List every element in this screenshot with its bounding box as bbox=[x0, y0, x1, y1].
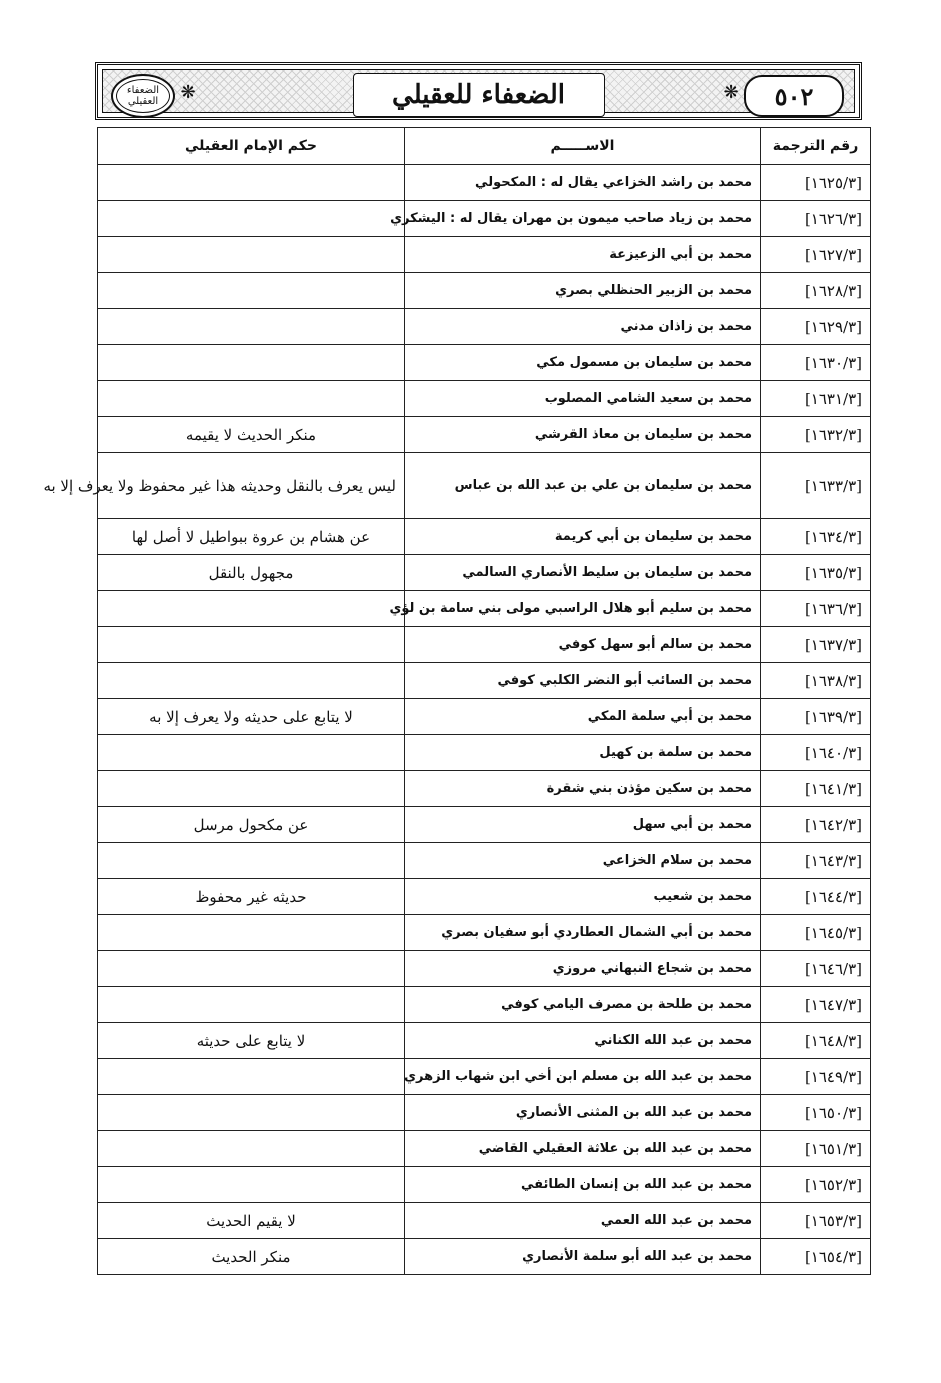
entry-number: [١٦٣٥/٣] bbox=[761, 555, 871, 591]
entry-number: [١٦٣٠/٣] bbox=[761, 345, 871, 381]
verdict: عن هشام بن عروة ببواطيل لا أصل لها bbox=[98, 519, 405, 555]
table-row bbox=[98, 381, 871, 417]
narrator-name: محمد بن عبد الله بن علاثة العقيلي القاضي bbox=[405, 1131, 761, 1167]
table-row bbox=[98, 1167, 871, 1203]
verdict bbox=[98, 951, 405, 987]
narrator-name: محمد بن سليمان بن سليط الأنصاري السالمي bbox=[405, 555, 761, 591]
table-row bbox=[98, 627, 871, 663]
verdict: لا يتابع على حديثه bbox=[98, 1023, 405, 1059]
table-row bbox=[98, 309, 871, 345]
entry-number: [١٦٤٨/٣] bbox=[761, 1023, 871, 1059]
verdict bbox=[98, 381, 405, 417]
flourish-icon: ❋ bbox=[723, 82, 739, 103]
seal-ring bbox=[116, 79, 170, 113]
table-row bbox=[98, 165, 871, 201]
entry-number: [١٦٣٢/٣] bbox=[761, 417, 871, 453]
seal-text: الضعفاء العقيلي bbox=[126, 85, 160, 107]
entry-number: [١٦٢٨/٣] bbox=[761, 273, 871, 309]
verdict bbox=[98, 663, 405, 699]
verdict: لا يقيم الحديث bbox=[98, 1203, 405, 1239]
narrator-name: محمد بن سالم أبو سهل كوفي bbox=[405, 627, 761, 663]
narrator-name: محمد بن سليمان بن مسمول مكي bbox=[405, 345, 761, 381]
table-row bbox=[98, 519, 871, 555]
table-row bbox=[98, 735, 871, 771]
table-row bbox=[98, 453, 871, 519]
page-header bbox=[95, 62, 862, 120]
header-ornamental-band bbox=[102, 69, 855, 113]
verdict bbox=[98, 591, 405, 627]
narrator-name: محمد بن سعيد الشامي المصلوب bbox=[405, 381, 761, 417]
verdict bbox=[98, 237, 405, 273]
narrator-name: محمد بن عبد الله أبو سلمة الأنصاري bbox=[405, 1239, 761, 1275]
narrator-name: محمد بن عبد الله العمي bbox=[405, 1203, 761, 1239]
entry-number: [١٦٤١/٣] bbox=[761, 771, 871, 807]
table-row bbox=[98, 1203, 871, 1239]
verdict bbox=[98, 771, 405, 807]
table-row bbox=[98, 273, 871, 309]
table-header-row bbox=[98, 128, 871, 165]
verdict bbox=[98, 735, 405, 771]
table-body bbox=[43, 165, 871, 1275]
entry-number: [١٦٢٥/٣] bbox=[761, 165, 871, 201]
page-title: الضعفاء للعقيلي bbox=[353, 73, 605, 117]
column-header-name: الاســـــم bbox=[405, 128, 761, 165]
narrator-name: محمد بن سكين مؤذن بني شقرة bbox=[405, 771, 761, 807]
table-row bbox=[98, 201, 871, 237]
verdict bbox=[98, 273, 405, 309]
narrators-table bbox=[43, 127, 871, 1275]
table-row bbox=[98, 987, 871, 1023]
flourish-icon: ❋ bbox=[180, 82, 196, 103]
narrator-name: محمد بن أبي سهل bbox=[405, 807, 761, 843]
narrator-name: محمد بن أبي سلمة المكي bbox=[405, 699, 761, 735]
verdict bbox=[98, 915, 405, 951]
verdict: ليس يعرف بالنقل وحديثه هذا غير محفوظ ولا يعرف إلا به bbox=[98, 453, 405, 519]
entry-number: [١٦٢٦/٣] bbox=[761, 201, 871, 237]
entry-number: [١٦٥٣/٣] bbox=[761, 1203, 871, 1239]
narrator-name: محمد بن عبد الله بن إنسان الطائفي bbox=[405, 1167, 761, 1203]
table-row bbox=[98, 417, 871, 453]
narrator-name: محمد بن سليمان بن معاذ القرشي bbox=[405, 417, 761, 453]
entry-number: [١٦٣٤/٣] bbox=[761, 519, 871, 555]
table-row bbox=[98, 807, 871, 843]
verdict: لا يتابع على حديثه ولا يعرف إلا به bbox=[98, 699, 405, 735]
entry-number: [١٦٣٣/٣] bbox=[761, 453, 871, 519]
entry-number: [١٦٣٨/٣] bbox=[761, 663, 871, 699]
verdict: منكر الحديث bbox=[98, 1239, 405, 1275]
narrator-name: محمد بن السائب أبو النضر الكلبي كوفي bbox=[405, 663, 761, 699]
verdict bbox=[98, 201, 405, 237]
entry-number: [١٦٤٦/٣] bbox=[761, 951, 871, 987]
verdict bbox=[98, 1095, 405, 1131]
narrator-name: محمد بن سليم أبو هلال الراسبي مولى بني سامة بن لؤي bbox=[405, 591, 761, 627]
narrator-name: محمد بن شعيب bbox=[405, 879, 761, 915]
table-row bbox=[98, 1239, 871, 1275]
entry-number: [١٦٣٧/٣] bbox=[761, 627, 871, 663]
entry-number: [١٦٥٤/٣] bbox=[761, 1239, 871, 1275]
entry-number: [١٦٤٣/٣] bbox=[761, 843, 871, 879]
table-row bbox=[98, 1095, 871, 1131]
verdict bbox=[98, 843, 405, 879]
table-row bbox=[98, 555, 871, 591]
table-row bbox=[98, 771, 871, 807]
table-row bbox=[98, 345, 871, 381]
table-row bbox=[98, 663, 871, 699]
column-header-verdict: حكم الإمام العقيلي bbox=[98, 128, 405, 165]
table-row bbox=[98, 951, 871, 987]
table-row bbox=[98, 1131, 871, 1167]
entry-number: [١٦٥١/٣] bbox=[761, 1131, 871, 1167]
verdict bbox=[98, 987, 405, 1023]
entry-number: [١٦٥٢/٣] bbox=[761, 1167, 871, 1203]
table-row bbox=[98, 1059, 871, 1095]
narrator-name: محمد بن زياد صاحب ميمون بن مهران يقال له : اليشكري bbox=[405, 201, 761, 237]
table-row bbox=[98, 915, 871, 951]
narrator-name: محمد بن عبد الله بن مسلم ابن أخي ابن شهاب الزهري bbox=[405, 1059, 761, 1095]
verdict bbox=[98, 165, 405, 201]
table-row bbox=[98, 1023, 871, 1059]
column-header-entry-number: رقم الترجمة bbox=[761, 128, 871, 165]
narrator-name: محمد بن راشد الخزاعي يقال له : المكحولي bbox=[405, 165, 761, 201]
table-row bbox=[98, 237, 871, 273]
verdict: عن مكحول مرسل bbox=[98, 807, 405, 843]
narrator-name: محمد بن سليمان بن علي بن عبد الله بن عباس bbox=[405, 453, 761, 519]
verdict: مجهول بالنقل bbox=[98, 555, 405, 591]
narrator-name: محمد بن سلمة بن كهيل bbox=[405, 735, 761, 771]
narrator-name: محمد بن عبد الله بن المثنى الأنصاري bbox=[405, 1095, 761, 1131]
entry-number: [١٦٣١/٣] bbox=[761, 381, 871, 417]
verdict bbox=[98, 345, 405, 381]
narrator-name: محمد بن أبي الزعيزعة bbox=[405, 237, 761, 273]
narrator-name: محمد بن شجاع النبهاني مروزي bbox=[405, 951, 761, 987]
table-row bbox=[98, 699, 871, 735]
narrator-name: محمد بن أبي الشمال العطاردي أبو سفيان بصري bbox=[405, 915, 761, 951]
narrator-name: محمد بن عبد الله الكناني bbox=[405, 1023, 761, 1059]
table-row bbox=[98, 879, 871, 915]
verdict bbox=[98, 1059, 405, 1095]
narrator-name: محمد بن طلحة بن مصرف اليامي كوفي bbox=[405, 987, 761, 1023]
verdict bbox=[98, 1167, 405, 1203]
verdict bbox=[98, 1131, 405, 1167]
narrator-name: محمد بن سلام الخزاعي bbox=[405, 843, 761, 879]
entry-number: [١٦٤٧/٣] bbox=[761, 987, 871, 1023]
entry-number: [١٦٢٩/٣] bbox=[761, 309, 871, 345]
entry-number: [١٦٤٢/٣] bbox=[761, 807, 871, 843]
entry-number: [١٦٣٩/٣] bbox=[761, 699, 871, 735]
verdict bbox=[98, 309, 405, 345]
entry-number: [١٦٤٠/٣] bbox=[761, 735, 871, 771]
narrator-name: محمد بن زاذان مدني bbox=[405, 309, 761, 345]
entry-number: [١٦٣٦/٣] bbox=[761, 591, 871, 627]
table-row bbox=[98, 591, 871, 627]
verdict: منكر الحديث لا يقيمه bbox=[98, 417, 405, 453]
verdict bbox=[98, 627, 405, 663]
table-row bbox=[98, 843, 871, 879]
entry-number: [١٦٥٠/٣] bbox=[761, 1095, 871, 1131]
page-number: ٥٠٢ bbox=[744, 75, 844, 117]
entry-number: [١٦٤٩/٣] bbox=[761, 1059, 871, 1095]
verdict: حديثه غير محفوظ bbox=[98, 879, 405, 915]
entry-number: [١٦٤٥/٣] bbox=[761, 915, 871, 951]
narrator-name: محمد بن الزبير الحنظلي بصري bbox=[405, 273, 761, 309]
narrator-name: محمد بن سليمان بن أبي كريمة bbox=[405, 519, 761, 555]
entry-number: [١٦٢٧/٣] bbox=[761, 237, 871, 273]
entry-number: [١٦٤٤/٣] bbox=[761, 879, 871, 915]
book-seal-logo bbox=[111, 74, 175, 118]
